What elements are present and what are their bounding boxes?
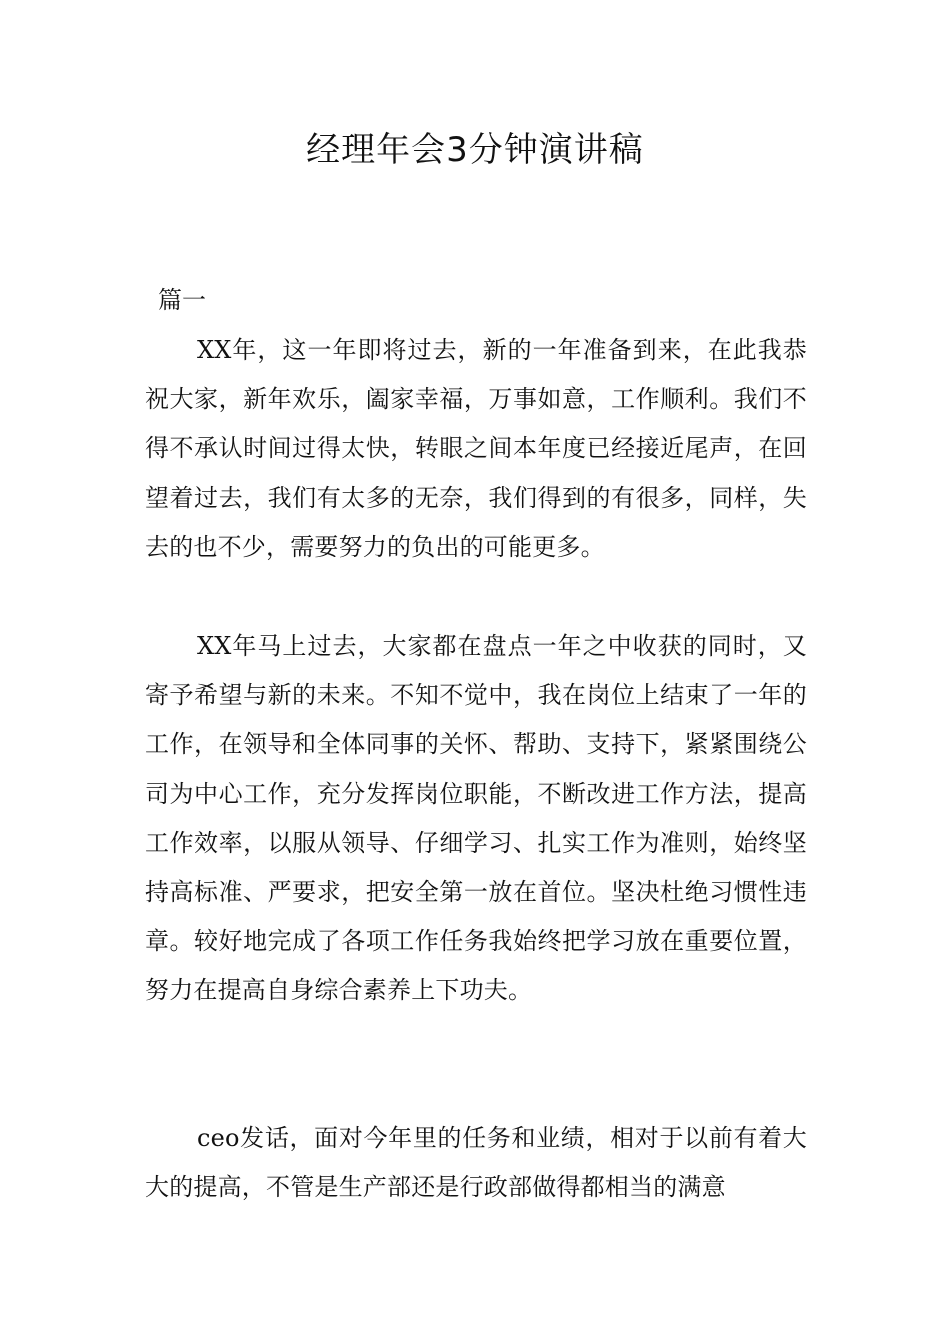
document-title: 经理年会3分钟演讲稿 (306, 130, 644, 170)
paragraph-2: XX年马上过去，大家都在盘点一年之中收获的同时，又寄予希望与新的未来。不知不觉中，我在岗位上结束了一年的工作，在领导和全体同事的关怀、帮助、支持下，紧紧围绕公司为中心工作，充分发挥岗位职能，不断改进工作方法，提高工作效率，以服从领导、仔细学习、扎实工作为准则，始终坚持高标准、严要求，把安全第一放在首位。坚决杜绝习惯性违章。较好地完成了各项工作任务我始终把学习放在重要位置，努力在提高自身综合素养上下功夫。 (145, 632, 807, 1005)
section-label: 篇一 (158, 286, 206, 314)
paragraph-3: ceo发话，面对今年里的任务和业绩，相对于以前有着大大的提高，不管是生产部还是行政部做得都相当的满意 (145, 1124, 807, 1202)
paragraph-1: XX年，这一年即将过去，新的一年准备到来，在此我恭祝大家，新年欢乐，阖家幸福，万事如意，工作顺利。我们不得不承认时间过得太快，转眼之间本年度已经接近尾声，在回望着过去，我们有太多的无奈，我们得到的有很多，同样，失去的也不少，需要努力的负出的可能更多。 (145, 336, 807, 561)
